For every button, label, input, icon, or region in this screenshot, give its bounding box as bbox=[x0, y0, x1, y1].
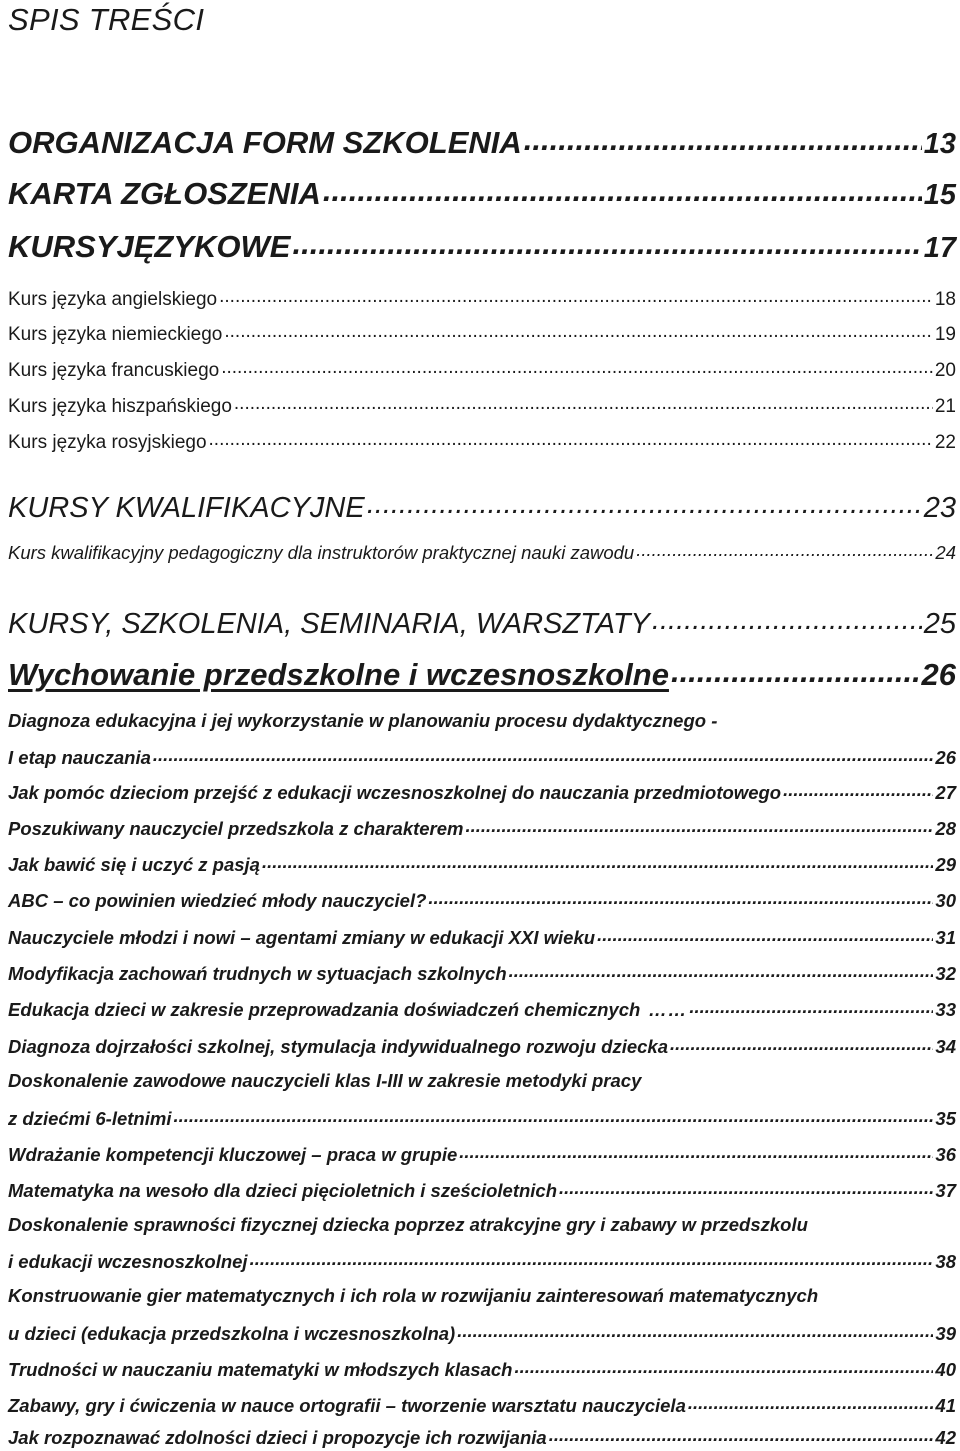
toc-entry[interactable] bbox=[8, 925, 956, 949]
toc-entry-label: Trudności w nauczaniu matematyki w młodszych klasach bbox=[8, 1358, 513, 1380]
toc-entry-page: 15 bbox=[923, 179, 956, 211]
page-title: SPIS TREŚCI bbox=[8, 2, 205, 37]
toc-entry-label: Jak bawić się i uczyć z pasją bbox=[8, 853, 260, 875]
toc-entry[interactable] bbox=[8, 654, 956, 693]
toc-entry-page: 33 bbox=[935, 998, 956, 1020]
toc-entry[interactable] bbox=[8, 357, 956, 382]
toc-entry[interactable] bbox=[8, 122, 956, 161]
toc-entry-page: 26 bbox=[921, 657, 956, 692]
dot-leader bbox=[671, 654, 920, 685]
toc-entry[interactable] bbox=[8, 1178, 956, 1202]
toc-entry-label: KURSY, SZKOLENIA, SEMINARIA, WARSZTATY bbox=[8, 608, 650, 640]
toc-entry[interactable] bbox=[8, 816, 956, 840]
toc-entry[interactable] bbox=[8, 1106, 956, 1130]
dot-leader bbox=[234, 393, 933, 412]
toc-entry[interactable] bbox=[8, 429, 956, 454]
toc-entry-page: 24 bbox=[935, 541, 956, 563]
toc-entry-page: 23 bbox=[923, 492, 956, 524]
toc-entry-label: KURSY KWALIFIKACYJNE bbox=[8, 492, 365, 524]
toc-entry-label: Wychowanie przedszkolne i wczesnoszkolne bbox=[8, 657, 669, 692]
toc-entry-page: 40 bbox=[935, 1358, 956, 1380]
toc-entry[interactable] bbox=[8, 888, 956, 912]
toc-entry[interactable] bbox=[8, 1034, 956, 1058]
toc-entry-label: KARTA ZGŁOSZENIA bbox=[8, 176, 321, 211]
toc-entry-label: Kurs języka niemieckiego bbox=[8, 324, 223, 345]
dot-leader bbox=[524, 122, 922, 153]
toc-entry-label: Diagnoza dojrzałości szkolnej, stymulacja indywidualnego rozwoju dziecka bbox=[8, 1035, 668, 1057]
dot-leader bbox=[597, 925, 933, 944]
toc-entry[interactable] bbox=[8, 540, 956, 564]
toc-entry-label: i edukacji wczesnoszkolnej bbox=[8, 1250, 248, 1272]
toc-entry-label: Jak pomóc dzieciom przejść z edukacji wczesnoszkolnej do nauczania przedmiotowego bbox=[8, 781, 782, 803]
toc-entry-page: 21 bbox=[934, 396, 956, 417]
dot-leader bbox=[457, 1321, 933, 1340]
toc-entry-page: 35 bbox=[935, 1107, 956, 1129]
toc-entry-label: KURSYJĘZYKOWE bbox=[8, 229, 291, 264]
toc-entry-page: 36 bbox=[935, 1143, 956, 1165]
toc-entry-label: Kurs języka hiszpańskiego bbox=[8, 396, 232, 417]
toc-entry[interactable] bbox=[8, 321, 956, 346]
ellipsis: …… bbox=[648, 998, 688, 1020]
toc-entry[interactable] bbox=[8, 1249, 956, 1273]
toc-entry[interactable] bbox=[8, 1357, 956, 1381]
dot-leader bbox=[221, 357, 933, 376]
toc-entry-page: 39 bbox=[935, 1322, 956, 1344]
dot-leader bbox=[428, 888, 933, 907]
toc-entry-page: 18 bbox=[934, 289, 956, 310]
toc-entry-label: ORGANIZACJA FORM SZKOLENIA bbox=[8, 125, 522, 160]
dot-leader bbox=[153, 745, 934, 764]
toc-entry-page: 19 bbox=[934, 324, 956, 345]
dot-leader bbox=[466, 816, 934, 835]
toc-entry-label: Poszukiwany nauczyciel przedszkola z charakterem bbox=[8, 817, 464, 839]
toc-entry-label: Zabawy, gry i ćwiczenia w nauce ortografii – tworzenie warsztatu nauczyciela bbox=[8, 1394, 686, 1416]
toc-entry-label[interactable]: Konstruowanie gier matematycznych i ich rola w rozwijaniu zainteresowań matematycznych bbox=[8, 1285, 819, 1306]
toc-entry-label: Edukacja dzieci w zakresie przeprowadzania doświadczeń chemicznych bbox=[8, 998, 641, 1020]
toc-entry-page: 34 bbox=[935, 1035, 956, 1057]
toc-entry-label: u dzieci (edukacja przedszkolna i wczesnoszkolna) bbox=[8, 1322, 456, 1344]
dot-leader bbox=[689, 997, 933, 1016]
toc-entry[interactable] bbox=[8, 961, 956, 985]
toc-entry-label: Kurs języka rosyjskiego bbox=[8, 432, 207, 453]
toc-entry-page: 28 bbox=[935, 817, 956, 839]
toc-entry-label: ABC – co powinien wiedzieć młody nauczyciel? bbox=[8, 889, 427, 911]
dot-leader bbox=[783, 780, 933, 799]
toc-entry[interactable] bbox=[8, 488, 956, 525]
toc-entry-page: 20 bbox=[934, 360, 956, 381]
toc-entry-page: 13 bbox=[923, 128, 956, 160]
dot-leader bbox=[652, 604, 922, 633]
toc-entry-page: 26 bbox=[935, 746, 956, 768]
toc-entry[interactable] bbox=[8, 226, 956, 265]
dot-leader bbox=[250, 1249, 934, 1268]
dot-leader bbox=[367, 488, 922, 517]
dot-leader bbox=[549, 1425, 934, 1444]
toc-entry-label: Kurs języka angielskiego bbox=[8, 289, 218, 310]
toc-entry-label: Jak rozpoznawać zdolności dzieci i propozycje ich rozwijania bbox=[8, 1426, 547, 1448]
dot-leader bbox=[219, 286, 933, 305]
toc-entry-page: 37 bbox=[935, 1179, 956, 1201]
toc-entry[interactable] bbox=[8, 997, 956, 1021]
dot-leader bbox=[509, 961, 934, 980]
dot-leader bbox=[209, 429, 933, 448]
toc-entry-page: 38 bbox=[935, 1250, 956, 1272]
toc-entry[interactable] bbox=[8, 1425, 956, 1449]
toc-entry-label: Modyfikacja zachowań trudnych w sytuacjach szkolnych bbox=[8, 962, 507, 984]
toc-entry[interactable] bbox=[8, 1321, 956, 1345]
toc-entry-label: z dziećmi 6-letnimi bbox=[8, 1107, 172, 1129]
toc-entry-page: 42 bbox=[935, 1426, 956, 1448]
toc-entry-label[interactable]: Doskonalenie zawodowe nauczycieli klas I-III w zakresie metodyki pracy bbox=[8, 1070, 642, 1091]
toc-entry[interactable] bbox=[8, 393, 956, 418]
toc-entry[interactable] bbox=[8, 286, 956, 311]
toc-entry-page: 22 bbox=[934, 432, 956, 453]
toc-entry[interactable] bbox=[8, 745, 956, 769]
dot-leader bbox=[670, 1034, 933, 1053]
dot-leader bbox=[636, 540, 933, 559]
toc-entry[interactable] bbox=[8, 780, 956, 804]
dot-leader bbox=[459, 1142, 933, 1161]
dot-leader bbox=[323, 173, 922, 204]
toc-entry-label: Wdrażanie kompetencji kluczowej – praca w grupie bbox=[8, 1143, 458, 1165]
toc-entry-label: Nauczyciele młodzi i nowi – agentami zmiany w edukacji XXI wieku bbox=[8, 926, 596, 948]
toc-entry-page: 17 bbox=[923, 232, 956, 264]
dot-leader bbox=[292, 226, 921, 257]
dot-leader bbox=[559, 1178, 933, 1197]
toc-entry-page: 31 bbox=[935, 926, 956, 948]
toc-entry-label[interactable]: Diagnoza edukacyjna i jej wykorzystanie w planowaniu procesu dydaktycznego - bbox=[8, 710, 718, 731]
toc-entry-label: Matematyka na wesoło dla dzieci pięcioletnich i sześcioletnich bbox=[8, 1179, 558, 1201]
toc-entry[interactable] bbox=[8, 1142, 956, 1166]
toc-entry[interactable] bbox=[8, 604, 956, 641]
dot-leader bbox=[262, 852, 933, 871]
toc-entry[interactable] bbox=[8, 1393, 956, 1417]
toc-entry-label: I etap nauczania bbox=[8, 746, 151, 768]
toc-entry-label: Kurs języka francuskiego bbox=[8, 360, 220, 381]
toc-entry-label: Kurs kwalifikacyjny pedagogiczny dla instruktorów praktycznej nauki zawodu bbox=[8, 541, 635, 563]
toc-entry[interactable] bbox=[8, 173, 956, 212]
toc-entry-page: 30 bbox=[935, 889, 956, 911]
dot-leader bbox=[688, 1393, 934, 1412]
toc-entry-label[interactable]: Doskonalenie sprawności fizycznej dziecka poprzez atrakcyjne gry i zabawy w przedszkolu bbox=[8, 1214, 808, 1235]
dot-leader bbox=[173, 1106, 933, 1125]
toc-entry-page: 32 bbox=[935, 962, 956, 984]
toc-entry-page: 27 bbox=[935, 781, 956, 803]
toc-entry-page: 29 bbox=[935, 853, 956, 875]
toc-entry-page: 41 bbox=[935, 1394, 956, 1416]
toc-entry[interactable] bbox=[8, 852, 956, 876]
toc-entry-page: 25 bbox=[923, 608, 956, 640]
dot-leader bbox=[514, 1357, 933, 1376]
dot-leader bbox=[224, 321, 932, 340]
